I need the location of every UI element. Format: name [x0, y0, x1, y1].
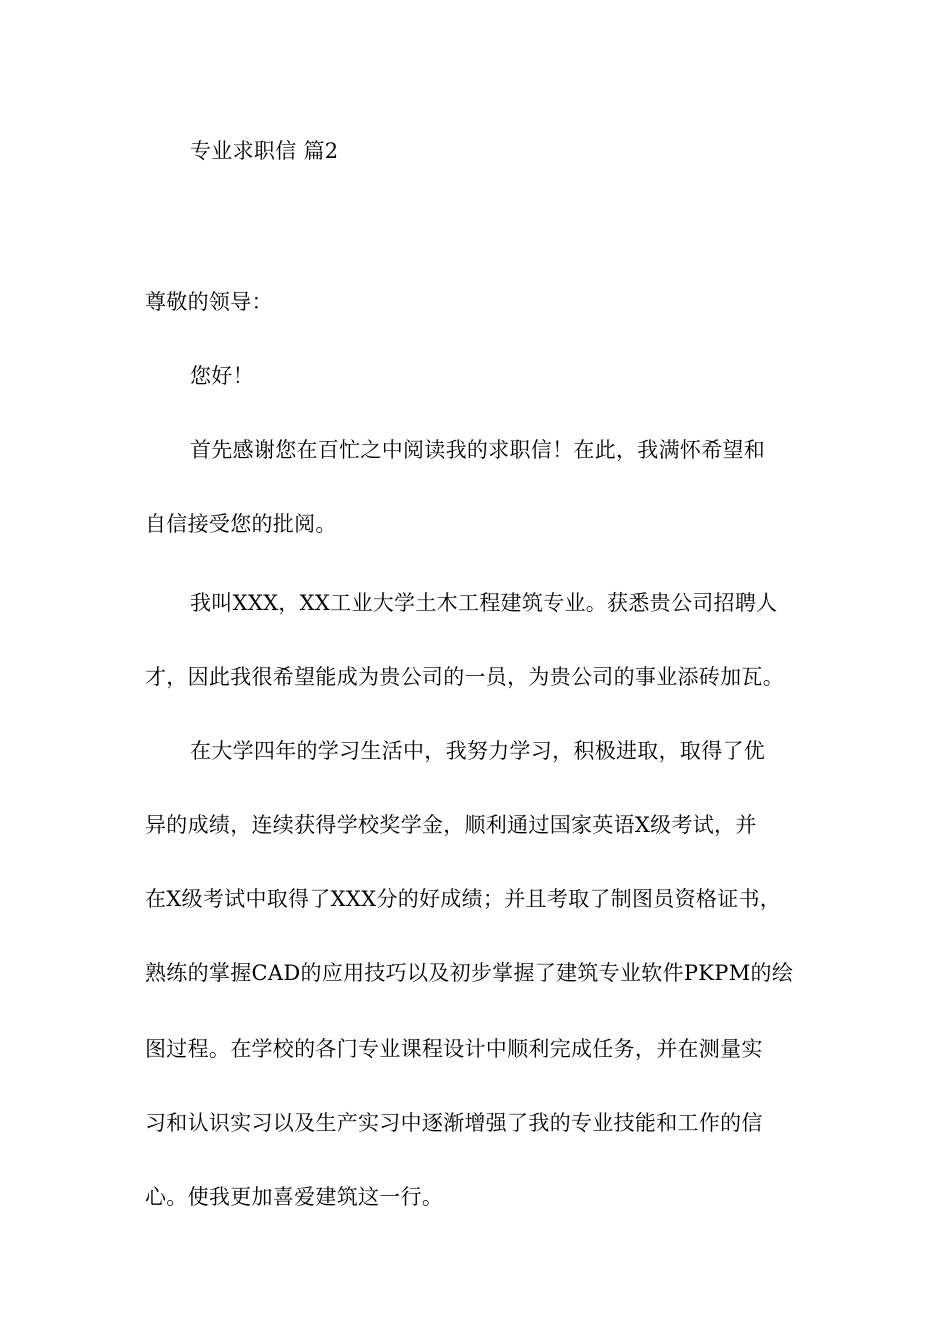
salutation: 尊敬的领导：	[145, 290, 273, 314]
body-line: 异的成绩，连续获得学校奖学金，顺利通过国家英语X级考试，并	[145, 813, 757, 837]
body-line: 我叫XXX，XX工业大学土木工程建筑专业。获悉贵公司招聘人	[190, 591, 778, 615]
body-line: 熟练的掌握CAD的应用技巧以及初步掌握了建筑专业软件PKPM的绘	[145, 961, 794, 985]
body-line: 习和认识实习以及生产实习中逐渐增强了我的专业技能和工作的信	[145, 1111, 763, 1135]
body-line: 心。使我更加喜爱建筑这一行。	[145, 1185, 444, 1209]
body-line: 在大学四年的学习生活中，我努力学习，积极进取，取得了优	[190, 739, 766, 763]
greeting: 您好！	[190, 364, 254, 388]
body-line: 图过程。在学校的各门专业课程设计中顺利完成任务，并在测量实	[145, 1037, 763, 1061]
body-line: 在X级考试中取得了XXX分的好成绩；并且考取了制图员资格证书，	[145, 887, 782, 911]
document-title: 专业求职信 篇2	[190, 139, 339, 163]
body-line: 自信接受您的批阅。	[145, 512, 337, 536]
body-line: 才，因此我很希望能成为贵公司的一员，为贵公司的事业添砖加瓦。	[145, 665, 784, 689]
body-line: 首先感谢您在百忙之中阅读我的求职信！在此，我满怀希望和	[190, 438, 766, 462]
